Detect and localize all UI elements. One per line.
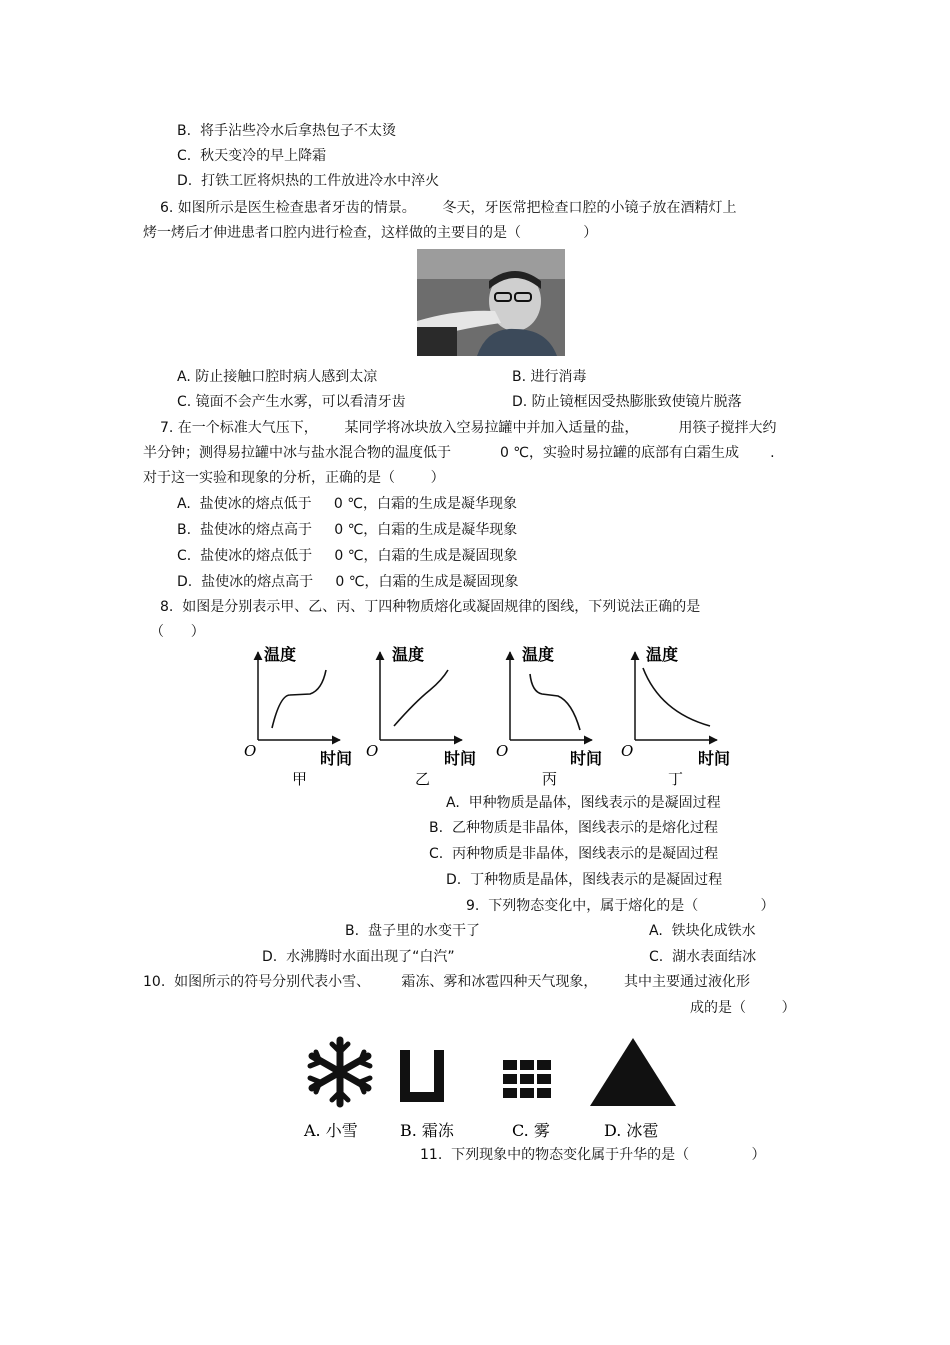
q8-option-d: D. 丁种物质是晶体，图线表示的是凝固过程 (446, 872, 723, 888)
graph-bing-name: 丙 (542, 770, 558, 788)
q9-option-b: B. 盘子里的水变干了 (345, 923, 480, 939)
graph-ding-xlabel: 时间 (698, 749, 731, 768)
q9-stem: 9. 下列物态变化中，属于熔化的是（ ） (466, 898, 775, 914)
graph-yi-xlabel: 时间 (444, 749, 477, 768)
q7-stem-line3: 对于这一实验和现象的分析，正确的是（ ） (143, 470, 445, 486)
q8-stem-line2: （ ） (150, 624, 205, 640)
graph-bing-xlabel: 时间 (570, 749, 603, 768)
q9-option-d: D. 水沸腾时水面出现了“白汽” (262, 949, 455, 965)
graph-yi (366, 645, 476, 788)
q7-option-d: D. 盐使冰的熔点高于 0 ℃，白霜的生成是凝固现象 (177, 574, 519, 590)
symbol-label-a: A. 小雪 (304, 1121, 358, 1140)
curve-ding (643, 668, 710, 726)
symbol-label-d: D. 冰雹 (604, 1121, 659, 1140)
q6-option-a: A. 防止接触口腔时病人感到太凉 (177, 369, 378, 385)
curve-bing (530, 674, 580, 730)
graph-yi-name: 乙 (415, 770, 431, 788)
q5-option-b: B. 将手沾些冷水后拿热包子不太烫 (177, 123, 396, 139)
graph-bing-ylabel: 温度 (522, 645, 555, 664)
q6-option-b: B. 进行消毒 (512, 369, 587, 385)
graph-jia-xlabel: 时间 (320, 749, 353, 768)
graph-jia-origin: O (244, 742, 257, 760)
fog-icon (503, 1060, 551, 1098)
graph-ding-origin: O (621, 742, 634, 760)
q10-stem-line1: 10. 如图所示的符号分别代表小雪、 霜冻、雾和冰雹四种天气现象， 其中主要通过液化形 (143, 974, 751, 990)
symbol-label-b: B. 霜冻 (400, 1121, 454, 1140)
q5-option-d: D. 打铁工匠将炽热的工件放进冷水中淬火 (177, 173, 440, 189)
curve-yi (394, 670, 448, 726)
phase-change-graphs (240, 640, 750, 790)
hail-icon (590, 1038, 676, 1106)
q9-option-a: A. 铁块化成铁水 (649, 923, 756, 939)
q5-option-c: C. 秋天变冷的早上降霜 (177, 148, 327, 164)
q6-option-d: D. 防止镜框因受热膨胀致使镜片脱落 (512, 394, 742, 410)
q7-stem-line2: 半分钟；测得易拉罐中冰与盐水混合物的温度低于 0 ℃，实验时易拉罐的底部有白霜生成 . (143, 445, 775, 461)
q7-stem-line1: 7. 在一个标准大气压下， 某同学将冰块放入空易拉罐中并加入适量的盐， 用筷子搅拌大约 (160, 420, 777, 436)
q9-option-c: C. 湖水表面结冰 (649, 949, 757, 965)
frost-icon (400, 1050, 444, 1102)
q8-option-c: C. 丙种物质是非晶体，图线表示的是凝固过程 (429, 846, 719, 862)
snowflake-icon (310, 1040, 370, 1104)
graph-ding-ylabel: 温度 (646, 645, 679, 664)
q8-stem-line1: 8. 如图是分别表示甲、乙、丙、丁四种物质熔化或凝固规律的图线，下列说法正确的是 (160, 599, 701, 615)
graph-yi-ylabel: 温度 (392, 645, 425, 664)
graph-bing (496, 645, 602, 788)
graph-ding (621, 645, 730, 788)
graph-ding-name: 丁 (668, 770, 684, 788)
graph-jia-ylabel: 温度 (264, 645, 297, 664)
graph-yi-origin: O (366, 742, 379, 760)
q7-option-a: A. 盐使冰的熔点低于 0 ℃，白霜的生成是凝华现象 (177, 496, 518, 512)
symbol-label-c: C. 雾 (512, 1121, 550, 1140)
graph-jia (244, 645, 352, 788)
q8-option-b: B. 乙种物质是非晶体，图线表示的是熔化过程 (429, 820, 718, 836)
graph-jia-name: 甲 (292, 770, 308, 788)
q8-option-a: A. 甲种物质是晶体，图线表示的是凝固过程 (446, 795, 721, 811)
curve-jia (272, 670, 326, 728)
q11-stem: 11. 下列现象中的物态变化属于升华的是（ ） (420, 1147, 766, 1163)
graph-bing-origin: O (496, 742, 509, 760)
q6-option-c: C. 镜面不会产生水雾，可以看清牙齿 (177, 394, 406, 410)
q6-stem-line2: 烤一烤后才伸进患者口腔内进行检查，这样做的主要目的是（ ） (143, 225, 598, 241)
dentist-photo (417, 249, 565, 356)
q7-option-b: B. 盐使冰的熔点高于 0 ℃，白霜的生成是凝华现象 (177, 522, 518, 538)
q7-option-c: C. 盐使冰的熔点低于 0 ℃，白霜的生成是凝固现象 (177, 548, 518, 564)
q10-stem-line2: 成的是（ ） (690, 1000, 796, 1016)
q6-stem-line1: 6. 如图所示是医生检查患者牙齿的情景。 冬天，牙医常把检查口腔的小镜子放在酒精灯上 (160, 200, 737, 216)
weather-symbols (290, 1030, 690, 1145)
